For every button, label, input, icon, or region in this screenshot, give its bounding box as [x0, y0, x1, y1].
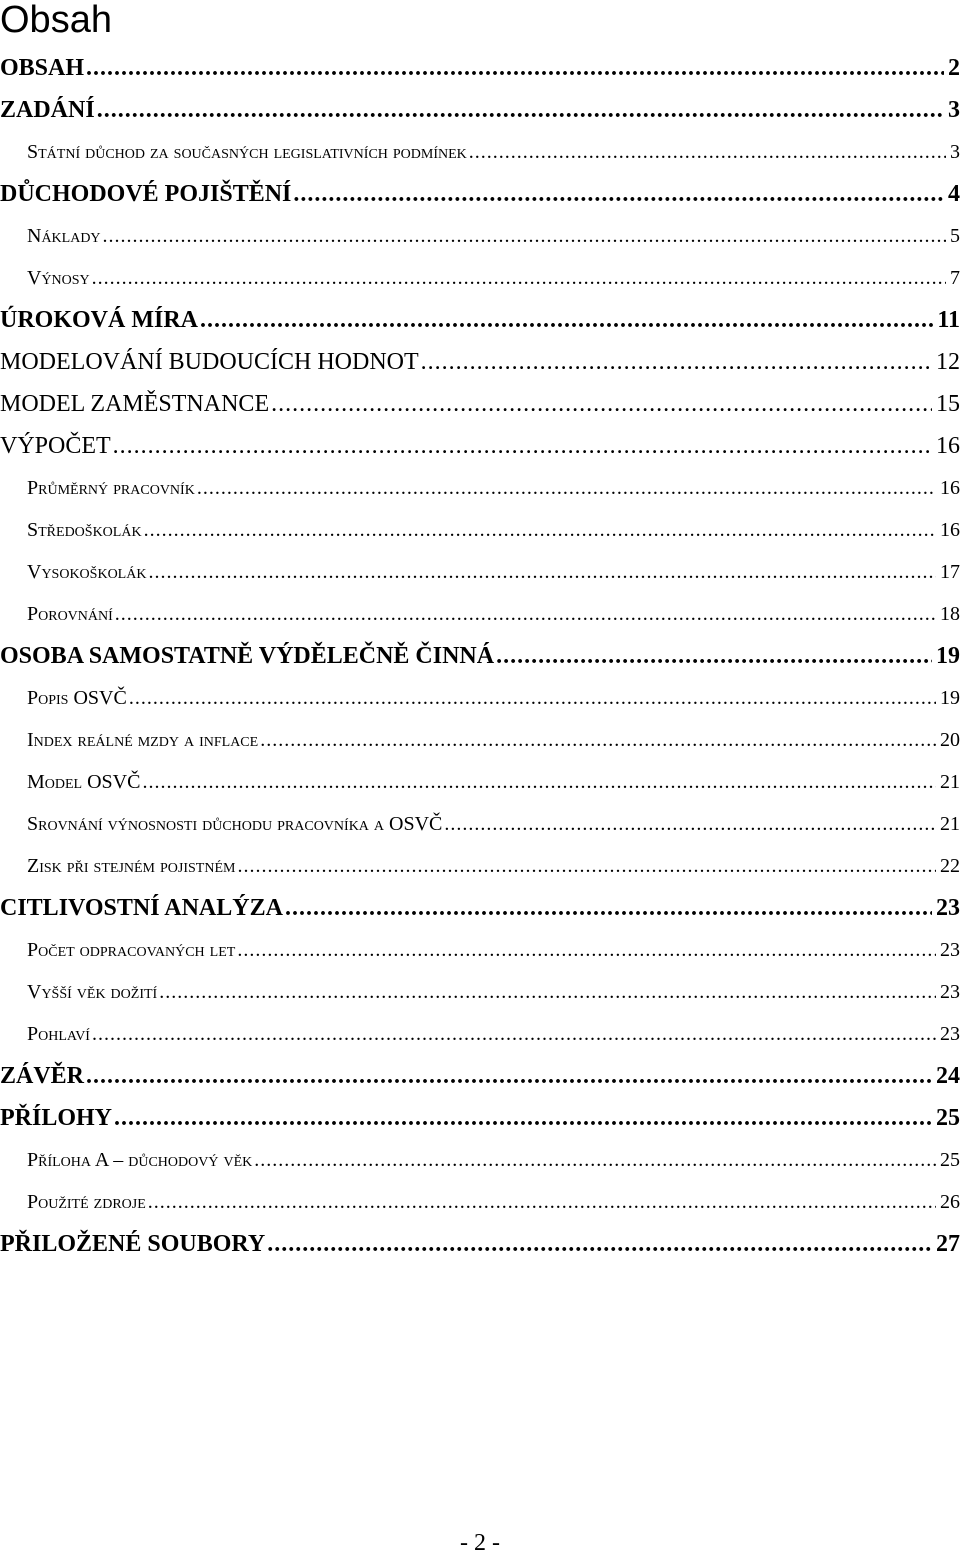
toc-entry-pohlavi[interactable] [27, 1014, 960, 1054]
toc-entry-title: VÝPOČET [0, 433, 111, 459]
toc-entry-page: 16 [940, 477, 960, 499]
toc-entry-title: Vysokoškolák [27, 561, 147, 583]
toc-entry-title: Popis OSVČ [27, 687, 127, 709]
toc-leader [115, 594, 936, 634]
toc-entry-title: Počet odpracovaných let [27, 939, 236, 961]
toc-entry-title: Pohlaví [27, 1023, 90, 1045]
toc-entry-stredoskolak[interactable] [27, 510, 960, 550]
toc-entry-pouzite-zdroje[interactable] [27, 1182, 960, 1222]
toc-entry-page: 3 [950, 141, 960, 163]
toc-entry-page: 4 [948, 181, 960, 207]
toc-entry-page: 22 [940, 855, 960, 877]
toc-leader [421, 342, 932, 382]
toc-entry-naklady[interactable] [27, 216, 960, 256]
toc-leader [148, 1182, 936, 1222]
toc-leader [86, 1056, 932, 1096]
toc-entry-page: 23 [936, 895, 960, 921]
toc-entry-title: DŮCHODOVÉ POJIŠTĚNÍ [0, 181, 292, 207]
toc-entry-page: 15 [936, 391, 960, 417]
toc-entry-vynosy[interactable] [27, 258, 960, 298]
toc-heading: Obsah [0, 0, 112, 41]
toc-leader [285, 888, 932, 928]
toc-entry-priloha-a[interactable] [27, 1140, 960, 1180]
toc-entry-title: Zisk při stejném pojistném [27, 855, 236, 877]
toc-leader [496, 636, 932, 676]
toc-entry-title: PŘÍLOHY [0, 1105, 113, 1131]
toc-entry-page: 18 [940, 603, 960, 625]
toc-leader [159, 972, 936, 1012]
toc-leader [113, 426, 932, 466]
toc-entry-model-osvc[interactable] [27, 762, 960, 802]
toc-entry-title: Státní důchod za současných legislativních podmínek [27, 141, 467, 163]
toc-entry-page: 16 [940, 519, 960, 541]
toc-entry-title: CITLIVOSTNÍ ANALÝZA [0, 895, 283, 921]
toc-leader [92, 258, 946, 298]
toc-leader [92, 1014, 936, 1054]
toc-entry-title: OSOBA SAMOSTATNĚ VÝDĚLEČNĚ ČINNÁ [0, 643, 495, 669]
toc-entry-pocet-odpracovanych-let[interactable] [27, 930, 960, 970]
toc-entry-urokova-mira[interactable] [0, 300, 960, 340]
page-number: - 2 - [460, 1530, 500, 1556]
toc-entry-page: 20 [940, 729, 960, 751]
toc-entry-page: 26 [940, 1191, 960, 1213]
toc-entry-duchodove-pojisteni[interactable] [0, 174, 960, 214]
toc-entry-title: MODEL ZAMĚSTNANCE [0, 391, 270, 417]
toc-leader [200, 300, 933, 340]
toc-leader [114, 1098, 932, 1138]
toc-leader [469, 132, 946, 172]
toc-entry-title: Výnosy [27, 267, 90, 289]
toc-entry-vypocet[interactable] [0, 426, 960, 466]
toc-leader [237, 930, 936, 970]
toc-entry-page: 24 [936, 1063, 960, 1089]
toc-entry-page: 11 [937, 307, 960, 333]
toc-leader [293, 174, 944, 214]
toc-entry-title: Porovnání [27, 603, 113, 625]
toc-leader [144, 510, 936, 550]
toc-entry-title: Index reálné mzdy a inflace [27, 729, 259, 751]
toc-entry-page: 21 [940, 771, 960, 793]
toc-entry-page: 12 [936, 349, 960, 375]
toc-entry-page: 19 [936, 643, 960, 669]
toc-entry-zadani[interactable] [0, 90, 960, 130]
toc-entry-title: Srovnání výnosnosti důchodu pracovníka a OSVČ [27, 813, 443, 835]
toc-entry-vysokoskolak[interactable] [27, 552, 960, 592]
toc-entry-page: 25 [936, 1105, 960, 1131]
toc-entry-title: Průměrný pracovník [27, 477, 195, 499]
toc-entry-prilohy[interactable] [0, 1098, 960, 1138]
toc-leader [129, 678, 936, 718]
toc-entry-page: 5 [950, 225, 960, 247]
toc-entry-title: ÚROKOVÁ MÍRA [0, 307, 198, 333]
toc-entry-prilozene-soubory[interactable] [0, 1224, 960, 1264]
toc-leader [254, 1140, 936, 1180]
toc-leader [97, 90, 944, 130]
toc-entry-page: 2 [948, 55, 960, 81]
toc-leader [271, 384, 932, 424]
toc-entry-title: Model OSVČ [27, 771, 141, 793]
toc-entry-model-zamestnance[interactable] [0, 384, 960, 424]
toc-entry-modelovani[interactable] [0, 342, 960, 382]
toc-entry-page: 21 [940, 813, 960, 835]
toc-leader [267, 1224, 932, 1264]
toc-entry-title: OBSAH [0, 55, 85, 81]
toc-entry-title: Středoškolák [27, 519, 142, 541]
toc-entry-osvc[interactable] [0, 636, 960, 676]
toc-entry-page: 25 [940, 1149, 960, 1171]
toc-entry-obsah[interactable] [0, 48, 960, 88]
toc-entry-page: 27 [936, 1231, 960, 1257]
toc-entry-title: Příloha A – důchodový věk [27, 1149, 253, 1171]
toc-entry-zisk-pri-stejnem-pojistnem[interactable] [27, 846, 960, 886]
toc-entry-title: PŘILOŽENÉ SOUBORY [0, 1231, 266, 1257]
toc-entry-page: 19 [940, 687, 960, 709]
toc-entry-page: 23 [940, 1023, 960, 1045]
toc-leader [103, 216, 946, 256]
toc-entry-citlivostni-analyza[interactable] [0, 888, 960, 928]
toc-leader [260, 720, 936, 760]
toc-entry-title: ZADÁNÍ [0, 97, 95, 123]
toc-entry-porovnani[interactable] [27, 594, 960, 634]
toc-leader [86, 48, 944, 88]
toc-entry-page: 3 [948, 97, 960, 123]
toc-leader [237, 846, 936, 886]
toc-entry-index-realne-mzdy[interactable] [27, 720, 960, 760]
toc-entry-page: 17 [940, 561, 960, 583]
toc-entry-title: Použité zdroje [27, 1191, 146, 1213]
toc-entry-prumerny-pracovnik[interactable] [27, 468, 960, 508]
toc-entry-title: Vyšší věk dožití [27, 981, 158, 1003]
toc-entry-page: 23 [940, 939, 960, 961]
toc-entry-zaver[interactable] [0, 1056, 960, 1096]
toc-entry-popis-osvc[interactable] [27, 678, 960, 718]
toc-entry-title: MODELOVÁNÍ BUDOUCÍCH HODNOT [0, 349, 419, 375]
toc-leader [142, 762, 936, 802]
toc-entry-page: 16 [936, 433, 960, 459]
toc-entry-title: ZÁVĚR [0, 1063, 85, 1089]
toc-leader [444, 804, 936, 844]
toc-entry-title: Náklady [27, 225, 101, 247]
toc-entry-statni-duchod[interactable] [27, 132, 960, 172]
toc-entry-vyssi-vek-doziti[interactable] [27, 972, 960, 1012]
toc-leader [148, 552, 936, 592]
toc-entry-srovnani-vynosnosti[interactable] [27, 804, 960, 844]
toc-entry-page: 23 [940, 981, 960, 1003]
toc-entry-page: 7 [950, 267, 960, 289]
toc-leader [197, 468, 936, 508]
